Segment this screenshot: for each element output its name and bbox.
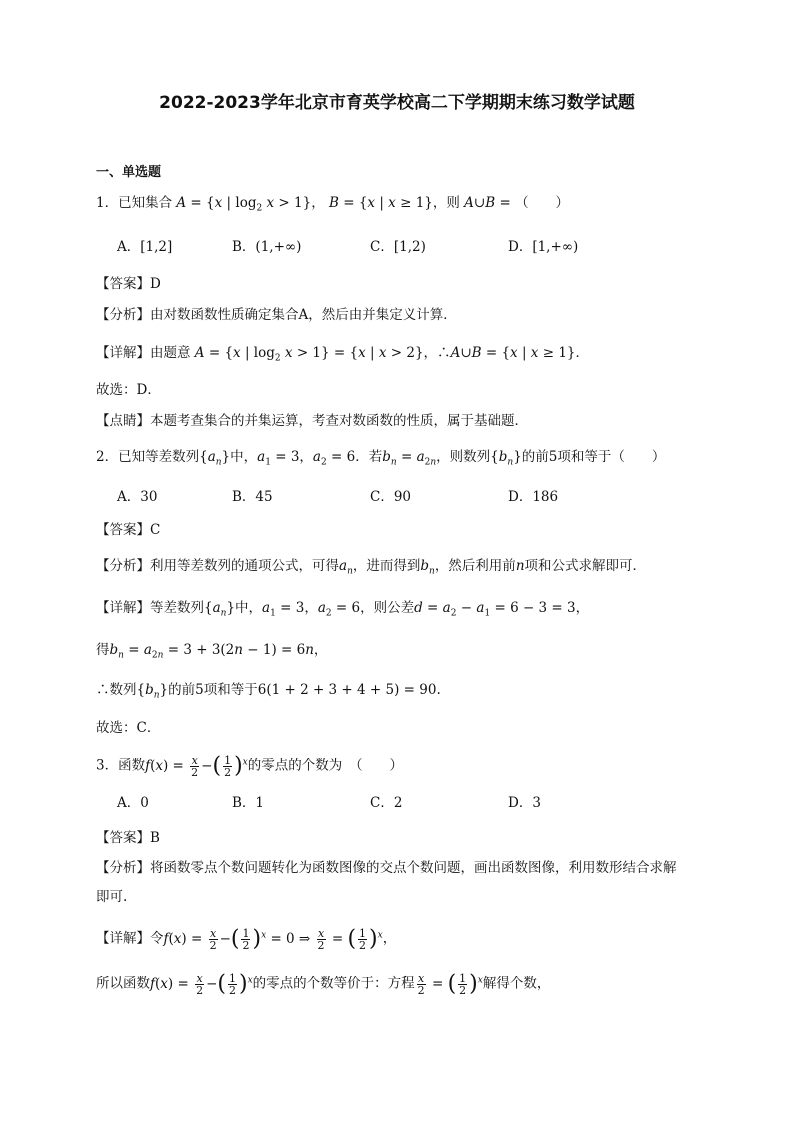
q2-option-c: C．90	[370, 489, 412, 505]
q1-analysis: 【分析】由对数函数性质确定集合A，然后由并集定义计算．	[96, 307, 457, 323]
q1-set-b: B = {x | x ≥ 1}	[329, 195, 433, 211]
question-2-stem: 2．已知等差数列$\{a_n\}$中，$a_1 = 3$，$a_2 = 6$．若$b_n = a_{2n}$，则数列$\{b_n\}$的前5项和等于（ ）	[96, 449, 666, 468]
q3-analysis-line-2: 即可.	[96, 889, 128, 905]
q1-set-a: A = {x | $\log_2 x > 1$}	[176, 195, 312, 214]
q1-union: A∪B =	[464, 195, 511, 211]
q1-answer: 【答案】D	[96, 276, 161, 292]
q2-option-d: D．186	[508, 489, 559, 505]
q2-option-a: A．30	[117, 489, 158, 505]
q1-stem-tail: ，则	[432, 195, 460, 211]
q1-conclusion: 故选：D．	[96, 382, 161, 398]
question-1-stem: 1．已知集合 A = {x | $\log_2 x > 1$}， B = {x | x ≥ 1}，则 A∪B = （ ）	[96, 195, 570, 214]
q3-answer: 【答案】B	[96, 830, 160, 846]
section-heading: 一、单选题	[96, 165, 162, 180]
q2-option-b: B．45	[232, 489, 273, 505]
q2-detail-line-2: 得$b_n = a_{2n} = 3 + 3(2n - 1) = 6n$，	[96, 642, 328, 661]
q2-analysis: 【分析】利用等差数列的通项公式，可得$a_n$，进而得到$b_n$，然后利用前n项和公式求解即可．	[96, 558, 647, 577]
q1-option-c: C．[1,2)	[370, 239, 426, 255]
question-3-stem: 3．函数f(x) = $\frac{x}{2}$ −( $\frac{1}{2}$ )$^x$的零点的个数为 （ ）	[96, 753, 403, 779]
q1-detail: 【详解】由题意 A = {x | $\log_2 x > 1\} = \{x$ | x > 2}，∴A∪B = {x | x ≥ 1}．	[96, 345, 589, 364]
q3-analysis: 【分析】将函数零点个数问题转化为函数图像的交点个数问题，画出函数图像，利用数形结合求解	[96, 860, 677, 876]
q3-option-c: C．2	[370, 795, 403, 811]
q3-option-d: D．3	[508, 795, 541, 811]
q1-number: 1．已知集合	[96, 195, 173, 211]
page-title: 2022-2023学年北京市育英学校高二下学期期末练习数学试题	[159, 93, 635, 113]
q1-option-b: B．(1,+∞)	[232, 239, 302, 255]
q2-conclusion: 故选：C．	[96, 720, 161, 736]
q1-stem-end: （ ）	[515, 195, 570, 211]
q1-option-d: D．[1,+∞)	[508, 239, 579, 255]
q3-option-b: B．1	[232, 795, 265, 811]
q1-option-a: A．[1,2]	[117, 239, 173, 255]
q3-option-a: A．0	[117, 795, 149, 811]
q2-answer: 【答案】C	[96, 522, 161, 538]
q1-comment: 【点睛】本题考查集合的并集运算，考查对数函数的性质，属于基础题．	[96, 413, 528, 429]
q2-detail-line-3: ∴数列$\{b_n\}$的前5项和等于6(1 + 2 + 3 + 4 + 5) = 90.	[96, 682, 441, 701]
q3-detail: 【详解】令f(x) = $\frac{x}{2}$ −( $\frac{1}{2}$ )$^x$ = 0 ⇒ $\frac{x}{2}$ = ( $\frac{1}{2}$ )$^x$，	[96, 926, 397, 952]
q2-detail: 【详解】等差数列$\{a_n\}$中，$a_1 = 3$，$a_2 = 6$，则公差$d = a_2 - a_1 = 6 - 3 = 3$，	[96, 600, 590, 619]
q3-detail-line-2: 所以函数f(x) = $\frac{x}{2}$ −( $\frac{1}{2}$ )$^x$的零点的个数等价于：方程 $\frac{x}{2}$ = ( $\frac{1}{2}$ )$^x$解得个数，	[96, 971, 551, 997]
